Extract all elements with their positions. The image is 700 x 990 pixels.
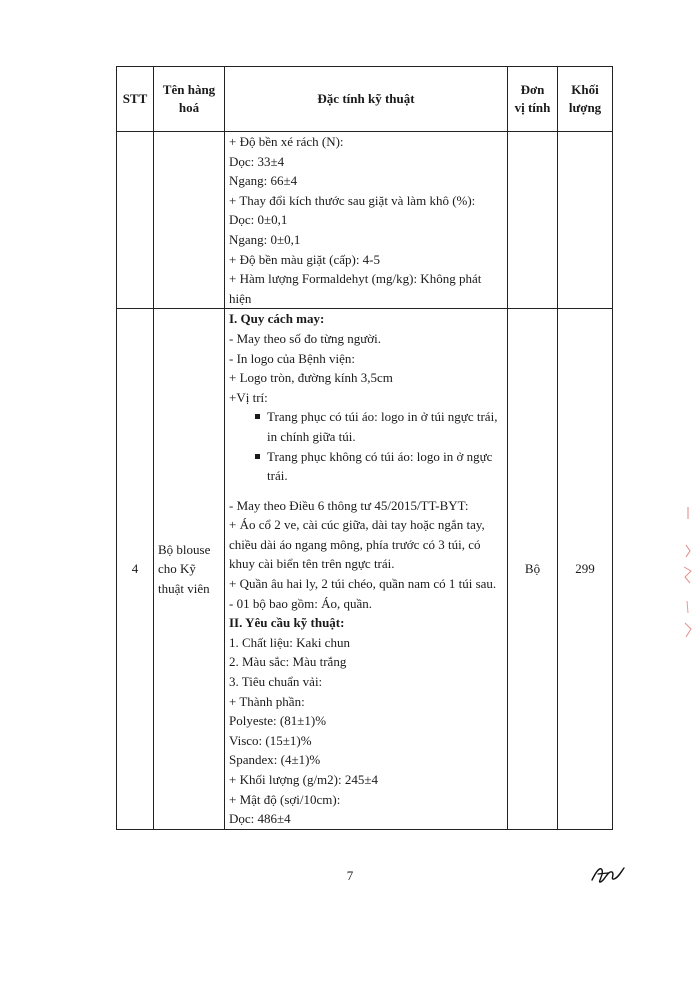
spec-line: 2. Màu sắc: Màu trắng [229, 654, 347, 670]
spec-line: + Độ bền xé rách (N): [229, 134, 344, 149]
spec-line: Dọc: 33±4 [229, 153, 285, 169]
cell-quantity: 299 [558, 309, 613, 829]
cell-qty-continued [558, 132, 613, 309]
table-row-continued [117, 132, 613, 309]
table-row-4 [117, 309, 613, 829]
spec-line: + Hàm lượng Formaldehyt (mg/kg): Không phát hiện [229, 271, 482, 306]
spec-line: 1. Chất liệu: Kaki chun [229, 634, 350, 650]
cell-stt: 4 [117, 309, 154, 829]
spec-line: + Mật độ (sợi/10cm): [229, 791, 341, 807]
logo-position-list [229, 407, 504, 485]
spec-line: - In logo của Bệnh viện: [229, 350, 355, 366]
list-item: Trang phục có túi áo: logo in ở túi ngực trái, in chính giữa túi. [257, 407, 504, 446]
spec-line: - May theo số đo từng người. [229, 330, 382, 346]
spec-line: Ngang: 66±4 [229, 173, 298, 189]
section-title: II. Yêu cầu kỹ thuật: [229, 615, 345, 631]
header-unit: Đơn vị tính [508, 67, 558, 132]
cell-spec [225, 309, 508, 829]
cell-spec-continued [225, 132, 508, 309]
spec-line: 3. Tiêu chuẩn vải: [229, 674, 323, 690]
table-header-row [117, 67, 613, 132]
cell-product-name: Bộ blouse cho Kỹ thuật viên [154, 309, 225, 829]
spec-line: Visco: (15±1)% [229, 732, 312, 748]
spec-line: + Thay đổi kích thước sau giặt và làm khô (%): [229, 192, 476, 208]
spec-line: Dọc: 486±4 [229, 811, 291, 827]
spec-line: + Áo cổ 2 ve, cài cúc giữa, dài tay hoặc ngắn tay, chiều dài áo ngang mông, phía trước có 3 túi, có khuy cài biển tên trên ngực trái. [229, 517, 485, 572]
cell-unit-continued [508, 132, 558, 309]
spec-line: + Logo tròn, đường kính 3,5cm [229, 370, 393, 386]
spec-line: + Thành phần: [229, 693, 305, 709]
spec-line: Spandex: (4±1)% [229, 752, 321, 768]
cell-stt-continued [117, 132, 154, 309]
header-spec: Đặc tính kỹ thuật [225, 67, 508, 132]
spec-line: + Độ bền màu giặt (cấp): 4-5 [229, 251, 381, 267]
header-name: Tên hàng hoá [154, 67, 225, 132]
header-qty: Khối lượng [558, 67, 613, 132]
section-title: I. Quy cách may: [229, 311, 325, 327]
page-number: 7 [346, 868, 354, 883]
spec-line: Ngang: 0±0,1 [229, 231, 301, 247]
spec-line: + Khối lượng (g/m2): 245±4 [229, 772, 378, 787]
spec-line: - May theo Điều 6 thông tư 45/2015/TT-BYT: [229, 497, 469, 513]
list-item: Trang phục không có túi áo: logo in ở ngực trái. [257, 447, 504, 486]
spec-table [116, 66, 613, 830]
cell-name-continued [154, 132, 225, 309]
spec-line: Polyeste: (81±1)% [229, 713, 327, 729]
signature-mark [588, 860, 628, 888]
spec-line: Dọc: 0±0,1 [229, 212, 288, 228]
header-stt: STT [117, 67, 154, 132]
spec-line: + Quần âu hai ly, 2 túi chéo, quần nam có 1 túi sau. [229, 576, 497, 592]
margin-stamp-mark [676, 505, 696, 655]
spec-line: +Vị trí: [229, 389, 268, 405]
cell-unit: Bộ [508, 309, 558, 829]
spec-line: - 01 bộ bao gồm: Áo, quần. [229, 595, 372, 611]
